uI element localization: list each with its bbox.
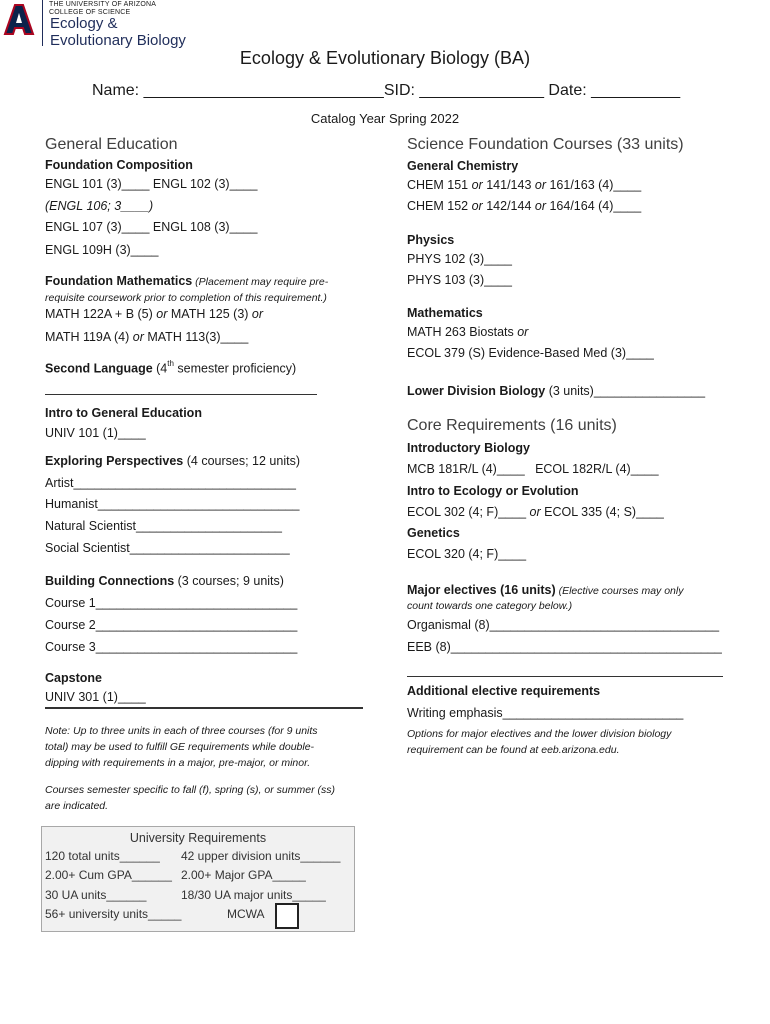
mcb-181-ecol-182[interactable]: MCB 181R/L (4)____ ECOL 182R/L (4)____ [407, 462, 659, 476]
catalog-year: Catalog Year Spring 2022 [310, 111, 460, 126]
major-electives: Major electives (16 units) (Elective courses may only [407, 583, 684, 597]
ecol-379[interactable]: ECOL 379 (S) Evidence-Based Med (3)____ [407, 346, 654, 360]
writing-emphasis-field[interactable]: Writing emphasis__________________________ [407, 706, 684, 720]
exploring-perspectives: Exploring Perspectives (4 courses; 12 units) [45, 454, 300, 468]
mcwa-label: MCWA [227, 907, 265, 921]
name-sid-date-line[interactable]: Name: ___________________________SID: ______________ Date: __________ [92, 82, 681, 99]
total-units[interactable]: 120 total units______ [45, 849, 160, 863]
ua-major-units[interactable]: 18/30 UA major units_____ [181, 888, 326, 902]
foundation-composition-heading: Foundation Composition [45, 158, 193, 172]
university-units[interactable]: 56+ university units_____ [45, 907, 182, 921]
page-title: Ecology & Evolutionary Biology (BA) [239, 48, 531, 68]
introductory-biology-heading: Introductory Biology [407, 441, 530, 455]
note-line-5: are indicated. [45, 800, 109, 812]
artist-field[interactable]: Artist________________________________ [45, 476, 296, 490]
note-line-3: dipping with requirements in a major, pre-major, or minor. [45, 757, 311, 769]
chem-151[interactable]: CHEM 151 or 141/143 or 161/163 (4)____ [407, 178, 642, 192]
organismal-field[interactable]: Organismal (8)_________________________________ [407, 618, 720, 632]
general-chemistry-heading: General Chemistry [407, 159, 519, 173]
second-language: Second Language (4th semester proficiency) [45, 359, 297, 376]
phys-103[interactable]: PHYS 103 (3)____ [407, 273, 512, 287]
core-requirements-heading: Core Requirements (16 units) [407, 417, 617, 434]
course-3-field[interactable]: Course 3_____________________________ [45, 640, 298, 654]
upper-division-units[interactable]: 42 upper division units______ [181, 849, 341, 863]
note-line-1: Note: Up to three units in each of three courses (for 9 units [45, 725, 318, 737]
phys-102[interactable]: PHYS 102 (3)____ [407, 252, 512, 266]
major-electives-note: count towards one category below.) [407, 600, 573, 612]
foundation-mathematics: Foundation Mathematics (Placement may require pre- [45, 274, 329, 288]
left-divider [45, 707, 363, 709]
ecol-302-335[interactable]: ECOL 302 (4; F)____ or ECOL 335 (4; S)____ [407, 505, 664, 519]
engl-106[interactable]: (ENGL 106; 3____) [45, 199, 154, 213]
university-requirements-box [41, 826, 355, 932]
second-language-line[interactable] [45, 394, 317, 395]
lower-division-biology[interactable]: Lower Division Biology (3 units)________________ [407, 384, 706, 398]
intro-gen-ed-heading: Intro to General Education [45, 406, 202, 420]
note-line-4: Courses semester specific to fall (f), spring (s), or summer (ss) [45, 784, 335, 796]
options-note-2: requirement can be found at eeb.arizona.edu. [407, 744, 620, 756]
math-119-113[interactable]: MATH 119A (4) or MATH 113(3)____ [45, 330, 249, 344]
chem-152[interactable]: CHEM 152 or 142/144 or 164/164 (4)____ [407, 199, 642, 213]
genetics-heading: Genetics [407, 526, 460, 540]
university-name: THE UNIVERSITY OF ARIZONA COLLEGE OF SCIENCE [49, 1, 157, 16]
capstone-heading: Capstone [45, 671, 102, 685]
note-line-2: total) may be used to fulfill GE requirements while double- [45, 741, 315, 753]
course-2-field[interactable]: Course 2_____________________________ [45, 618, 298, 632]
eeb-field[interactable]: EEB (8)_______________________________________ [407, 640, 722, 654]
mathematics-heading: Mathematics [407, 306, 483, 320]
mcwa-checkbox[interactable] [275, 903, 299, 929]
course-1-field[interactable]: Course 1_____________________________ [45, 596, 298, 610]
humanist-field[interactable]: Humanist_____________________________ [45, 497, 300, 511]
ua-units[interactable]: 30 UA units______ [45, 888, 147, 902]
science-foundation-heading: Science Foundation Courses (33 units) [407, 136, 684, 153]
intro-ecology-heading: Intro to Ecology or Evolution [407, 484, 579, 498]
university-logo-icon [2, 2, 36, 36]
options-note-1: Options for major electives and the lower division biology [407, 728, 672, 740]
ecol-320[interactable]: ECOL 320 (4; F)____ [407, 547, 527, 561]
math-122-125[interactable]: MATH 122A + B (5) or MATH 125 (3) or [45, 307, 264, 321]
cum-gpa[interactable]: 2.00+ Cum GPA______ [45, 868, 172, 882]
general-education-heading: General Education [45, 136, 178, 153]
engl-109h[interactable]: ENGL 109H (3)____ [45, 243, 159, 257]
math-263[interactable]: MATH 263 Biostats or [407, 325, 529, 339]
engl-101-102[interactable]: ENGL 101 (3)____ ENGL 102 (3)____ [45, 177, 258, 191]
university-requirements-title: University Requirements [129, 831, 267, 845]
major-gpa[interactable]: 2.00+ Major GPA_____ [181, 868, 306, 882]
foundation-math-note: requisite coursework prior to completion of this requirement.) [45, 292, 327, 304]
natural-scientist-field[interactable]: Natural Scientist_____________________ [45, 519, 282, 533]
building-connections: Building Connections (3 courses; 9 units) [45, 574, 284, 588]
social-scientist-field[interactable]: Social Scientist_______________________ [45, 541, 290, 555]
physics-heading: Physics [407, 233, 455, 247]
univ-101[interactable]: UNIV 101 (1)____ [45, 426, 146, 440]
logo-divider [42, 0, 43, 46]
additional-elective-heading: Additional elective requirements [407, 684, 601, 698]
department-name: Ecology & Evolutionary Biology [50, 15, 186, 49]
right-divider [407, 676, 723, 677]
univ-301[interactable]: UNIV 301 (1)____ [45, 690, 146, 704]
engl-107-108[interactable]: ENGL 107 (3)____ ENGL 108 (3)____ [45, 220, 258, 234]
